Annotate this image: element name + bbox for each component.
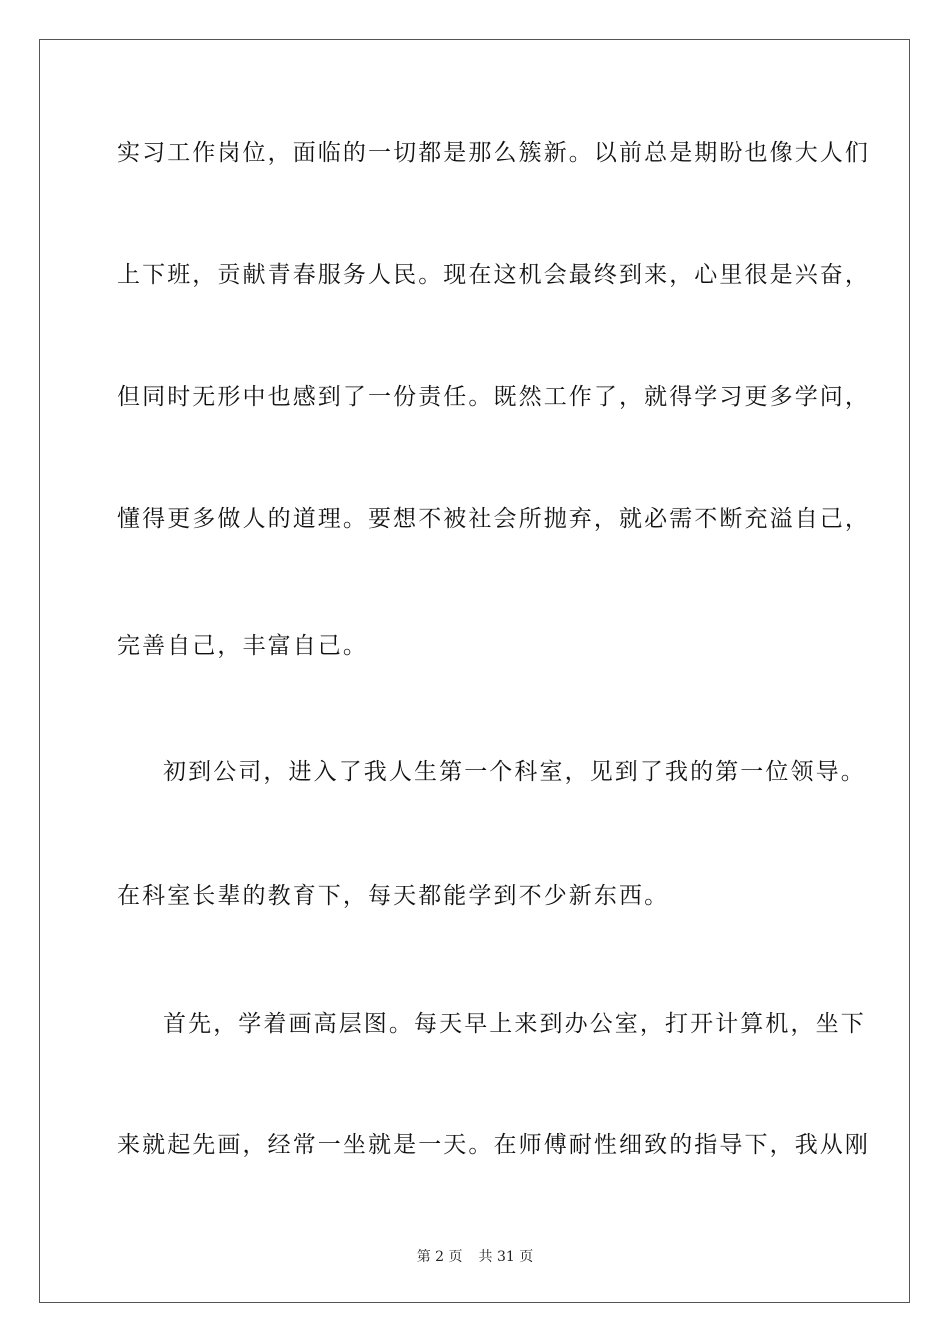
body-line-6-paragraph-start: 初到公司，进入了我人生第一个科室，见到了我的第一位领导。 — [163, 759, 866, 785]
page-border — [39, 39, 910, 1303]
body-line-4: 懂得更多做人的道理。要想不被社会所抛弃，就必需不断充溢自己， — [117, 506, 870, 532]
body-line-8-paragraph-start: 首先，学着画高层图。每天早上来到办公室，打开计算机，坐下 — [163, 1011, 866, 1037]
body-line-2: 上下班，贡献青春服务人民。现在这机会最终到来，心里很是兴奋， — [117, 262, 870, 288]
body-line-9: 来就起先画，经常一坐就是一天。在师傅耐性细致的指导下，我从刚 — [117, 1132, 870, 1158]
body-line-5: 完善自己，丰富自己。 — [117, 633, 368, 659]
body-line-3: 但同时无形中也感到了一份责任。既然工作了，就得学习更多学问， — [117, 384, 870, 410]
body-line-7: 在科室长辈的教育下，每天都能学到不少新东西。 — [117, 883, 670, 909]
page-total: 共 31 页 — [478, 1249, 534, 1265]
page-footer — [0, 1248, 950, 1266]
body-line-1: 实习工作岗位，面临的一切都是那么簇新。以前总是期盼也像大人们 — [117, 140, 870, 166]
page-number: 第 2 页 — [416, 1249, 463, 1265]
